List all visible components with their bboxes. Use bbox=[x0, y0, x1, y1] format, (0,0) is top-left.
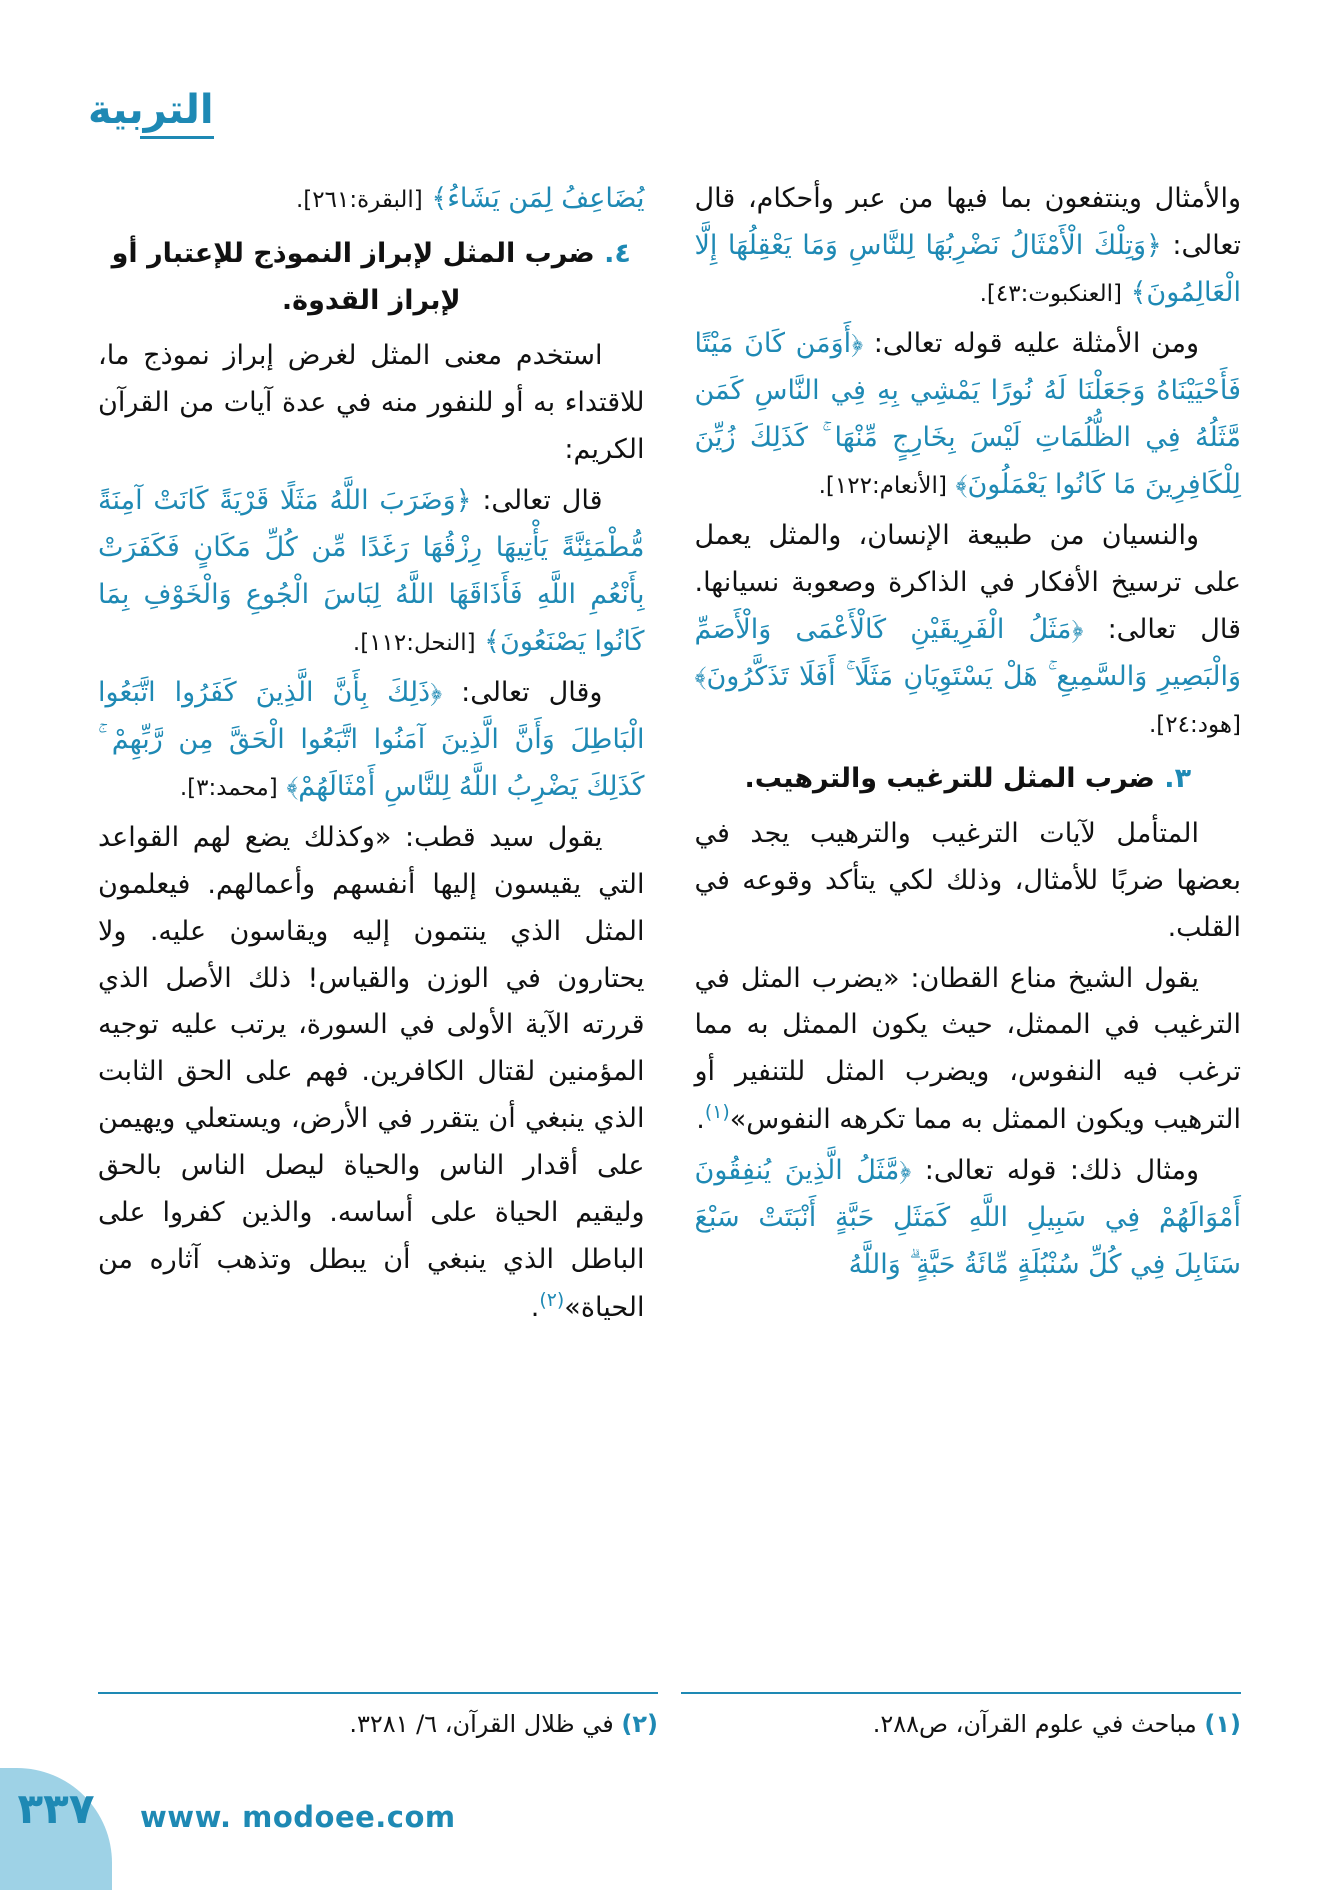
paragraph bbox=[695, 176, 1242, 317]
body-text: يقول الشيخ مناع القطان: «يضرب المثل في الترغيب في الممثل، حيث يكون الممثل به مما ترغب فيه النفوس، ويضرب المثل للتنفير أو الترهيب ويكون الممثل به مما تكرهه النفوس» bbox=[694, 962, 1241, 1136]
magazine-logo: التربية bbox=[88, 88, 214, 139]
body-text: والنسيان من طبيعة الإنسان، والمثل يعمل على ترسيخ الأفكار في الذاكرة وصعوبة نسيانها. قال تعالى: bbox=[694, 519, 1242, 645]
footnote-marker: (٢) bbox=[539, 1289, 565, 1312]
verse-reference: [هود:٢٤]. bbox=[1149, 711, 1241, 738]
paragraph bbox=[695, 956, 1242, 1145]
quran-verse: ﴿وَضَرَبَ اللَّهُ مَثَلًا قَرْيَةً كَانَتْ آمِنَةً مُّطْمَئِنَّةً يَأْتِيهَا رِزْقُهَا رَغَدًا مِّن كُلِّ مَكَانٍ فَكَفَرَتْ بِأَنْعُمِ اللَّهِ فَأَذَاقَهَا اللَّهُ لِبَاسَ الْجُوعِ وَالْخَوْفِ بِمَا كَانُوا يَصْنَعُونَ﴾ bbox=[98, 484, 645, 657]
footnote bbox=[98, 1692, 658, 1742]
footnote-text: في ظلال القرآن، ٦/ ٣٢٨١. bbox=[349, 1710, 622, 1738]
body-text: ومثال ذلك: قوله تعالى: bbox=[911, 1155, 1199, 1187]
section-heading bbox=[695, 756, 1242, 803]
quran-verse: ﴿مَثَلُ الْفَرِيقَيْنِ كَالْأَعْمَى وَالْأَصَمِّ وَالْبَصِيرِ وَالسَّمِيعِ ۚ هَلْ يَسْتَوِيَانِ مَثَلًا ۚ أَفَلَا تَذَكَّرُونَ﴾ bbox=[694, 613, 1241, 692]
body-text: والأمثال وينتفعون بما فيها من عبر وأحكام، قال تعالى: bbox=[694, 183, 1241, 261]
paragraph bbox=[98, 176, 645, 223]
verse-reference: [الأنعام:١٢٢]. bbox=[818, 472, 947, 499]
page-number: ٣٣٧ bbox=[17, 1784, 95, 1833]
body-text: . bbox=[696, 1104, 705, 1136]
website-url: www. modoee.com bbox=[140, 1800, 456, 1834]
paragraph bbox=[695, 513, 1242, 748]
section-title: ضرب المثل للترغيب والترهيب. bbox=[744, 762, 1165, 794]
verse-reference: [النحل:١١٢]. bbox=[352, 629, 476, 656]
verse-reference: [العنكبوت:٤٣]. bbox=[979, 280, 1122, 307]
page-content bbox=[98, 176, 1241, 1336]
paragraph bbox=[98, 333, 645, 474]
quran-verse: يُضَاعِفُ لِمَن يَشَاءُ﴾ bbox=[431, 183, 645, 214]
paragraph bbox=[98, 670, 645, 811]
footnote bbox=[681, 1692, 1241, 1742]
paragraph bbox=[98, 478, 645, 666]
body-text: . bbox=[530, 1292, 540, 1324]
paragraph bbox=[695, 811, 1242, 952]
verse-reference: [البقرة:٢٦١]. bbox=[295, 187, 423, 213]
footnote-marker: (١) bbox=[1204, 1710, 1241, 1738]
footnote-text: مباحث في علوم القرآن، ص٢٨٨. bbox=[872, 1710, 1205, 1738]
body-text: يقول سيد قطب: «وكذلك يضع لهم القواعد التي يقيسون إليها أنفسهم وأعمالهم. فيعلمون المثل الذي ينتمون إليه ويقاسون عليه. ولا يحتارون في الوزن والقياس! ذلك الأصل الذي قررته الآية الأولى في السورة، يرتب عليه توجيه المؤمنين لقتال الكافرين. فهم على الحق الثابت الذي ينبغي أن يتقرر في الأرض، ويستعلي ويهيمن على أقدار الناس والحياة ليصل الناس بالحق وليقيم الحياة على أساسه. والذين كفروا على الباطل الذي ينبغي أن يبطل وتذهب آثاره من الحياة» bbox=[98, 821, 645, 1324]
column-left bbox=[98, 176, 645, 1336]
quran-verse: ﴿وَتِلْكَ الْأَمْثَالُ نَضْرِبُهَا لِلنَّاسِ وَمَا يَعْقِلُهَا إِلَّا الْعَالِمُونَ﴾ bbox=[694, 229, 1241, 308]
paragraph bbox=[695, 1148, 1242, 1289]
body-text: قال تعالى: bbox=[471, 484, 603, 516]
quran-verse: ﴿أَوَمَن كَانَ مَيْتًا فَأَحْيَيْنَاهُ وَجَعَلْنَا لَهُ نُورًا يَمْشِي بِهِ فِي النَّاسِ كَمَن مَّثَلُهُ فِي الظُّلُمَاتِ لَيْسَ بِخَارِجٍ مِّنْهَا ۚ كَذَلِكَ زُيِّنَ لِلْكَافِرِينَ مَا كَانُوا يَعْمَلُونَ﴾ bbox=[694, 327, 1241, 500]
quran-verse: ﴿ذَلِكَ بِأَنَّ الَّذِينَ كَفَرُوا اتَّبَعُوا الْبَاطِلَ وَأَنَّ الَّذِينَ آمَنُوا اتَّبَعُوا الْحَقَّ مِن رَّبِّهِمْ ۚ كَذَلِكَ يَضْرِبُ اللَّهُ لِلنَّاسِ أَمْثَالَهُمْ﴾ bbox=[98, 676, 645, 802]
quran-verse: ﴿مَّثَلُ الَّذِينَ يُنفِقُونَ أَمْوَالَهُمْ فِي سَبِيلِ اللَّهِ كَمَثَلِ حَبَّةٍ أَنْبَتَتْ سَبْعَ سَنَابِلَ فِي كُلِّ سُنْبُلَةٍ مِّائَةُ حَبَّةٍ ۗ وَاللَّهُ bbox=[694, 1155, 1241, 1281]
section-title: ضرب المثل لإبراز النموذج للإعتبار أو لإبراز القدوة. bbox=[111, 237, 605, 316]
paragraph bbox=[695, 321, 1242, 509]
body-text: المتأمل لآيات الترغيب والترهيب يجد في بعضها ضربًا للأمثال، وذلك لكي يتأكد وقوعه في القلب. bbox=[694, 817, 1241, 943]
body-text: استخدم معنى المثل لغرض إبراز نموذج ما، للاقتداء به أو للنفور منه في عدة آيات من القرآن الكريم: bbox=[98, 339, 645, 465]
footnote-marker: (١) bbox=[704, 1101, 730, 1124]
body-text: وقال تعالى: bbox=[442, 676, 603, 708]
paragraph bbox=[98, 815, 645, 1333]
footnote-marker: (٢) bbox=[621, 1710, 658, 1738]
verse-reference: [محمد:٣]. bbox=[179, 774, 278, 801]
section-heading bbox=[98, 231, 645, 325]
column-right bbox=[695, 176, 1242, 1336]
section-number: ٣. bbox=[1164, 762, 1192, 794]
body-text: ومن الأمثلة عليه قوله تعالى: bbox=[863, 327, 1199, 359]
section-number: ٤. bbox=[604, 237, 631, 269]
